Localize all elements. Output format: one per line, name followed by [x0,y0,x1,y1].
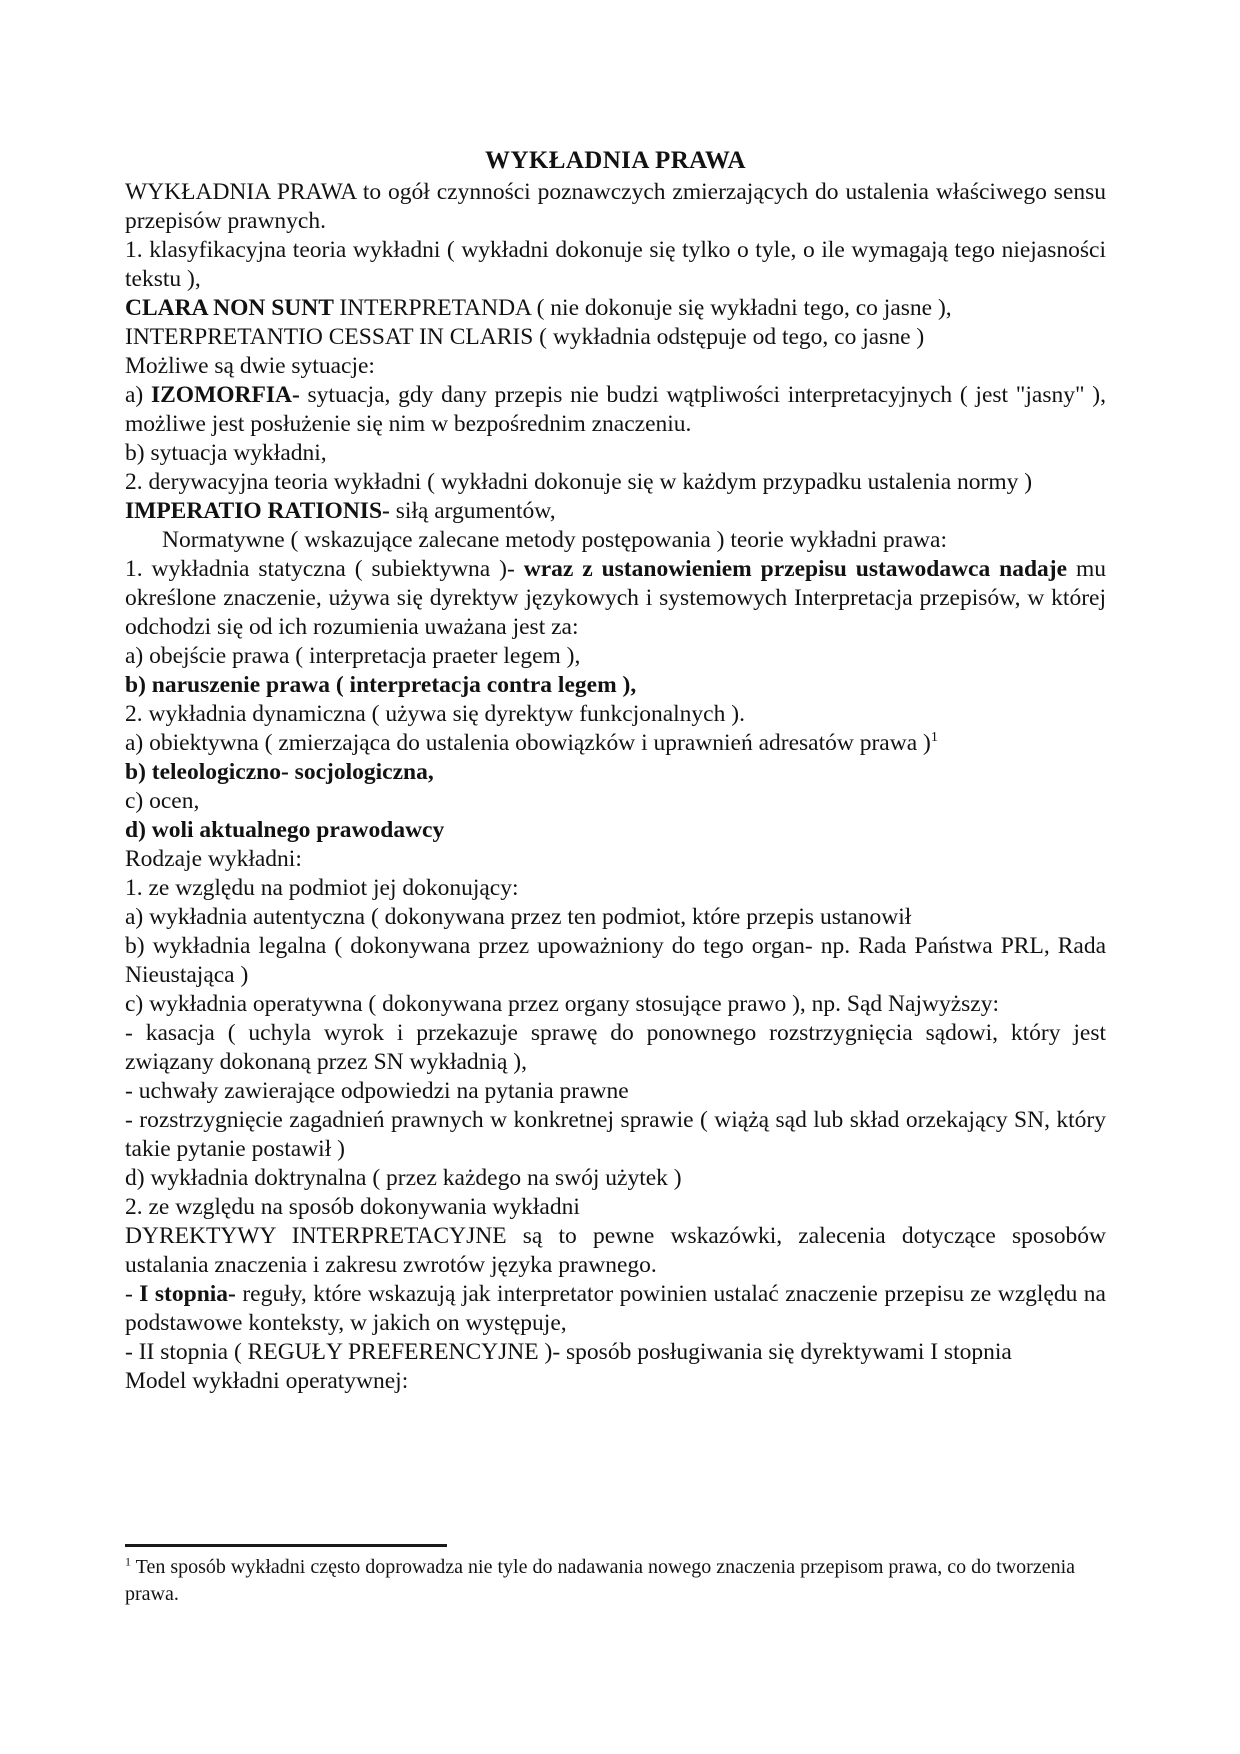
footnote-text: Ten sposób wykładni często doprowadza nie tyle do nadawania nowego znaczenia przepisom prawa, co do tworzenia prawa. [125,1556,1076,1605]
paragraph: 2. wykładnia dynamiczna ( używa się dyrektyw funkcjonalnych ). [125,701,745,727]
paragraph: c) wykładnia operatywna ( dokonywana przez organy stosujące prawo ), np. Sąd Najwyższy: [125,991,999,1017]
paragraph: 2. derywacyjna teoria wykładni ( wykładni dokonuje się w każdym przypadku ustalenia normy ) [125,469,1033,495]
paragraph: - II stopnia ( REGUŁY PREFERENCYJNE )- sposób posługiwania się dyrektywami I stopnia [125,1339,1012,1365]
paragraph: a) obiektywna ( zmierzająca do ustalenia obowiązków i uprawnień adresatów prawa )$^1$ [125,729,938,756]
document-content [125,146,1106,1396]
paragraph: 2. ze względu na sposób dokonywania wykładni [125,1194,580,1220]
paragraph: WYKŁADNIA PRAWA to ogół czynności poznawczych zmierzających do ustalenia właściwego sensu przepisów prawnych. [125,179,1106,234]
paragraph: - kasacja ( uchyla wyrok i przekazuje sprawę do ponownego rozstrzygnięcia sądowi, który jest związany dokonaną przez SN wykładnią ), [125,1020,1106,1075]
paragraph: DYREKTYWY INTERPRETACYJNE są to pewne wskazówki, zalecenia dotyczące sposobów ustalania znaczenia i zakresu zwrotów języka prawnego. [125,1223,1106,1278]
paragraph: b) wykładnia legalna ( dokonywana przez upoważniony do tego organ- np. Rada Państwa PRL, Rada Nieustająca ) [125,933,1106,988]
footnote [125,1554,1106,1608]
paragraph: - uchwały zawierające odpowiedzi na pytania prawne [125,1078,629,1104]
paragraph: Model wykładni operatywnej: [125,1368,409,1394]
paragraph: a) wykładnia autentyczna ( dokonywana przez ten podmiot, które przepis ustanowił [125,904,912,930]
paragraph: 1. klasyfikacyjna teoria wykładni ( wykładni dokonuje się tylko o tyle, o ile wymagają tego niejasności tekstu ), [125,237,1106,292]
paragraph: Rodzaje wykładni: [125,846,302,872]
document-body [125,178,1106,1396]
paragraph: d) wykładnia doktrynalna ( przez każdego na swój użytek ) [125,1165,682,1191]
paragraph: CLARA NON SUNT INTERPRETANDA ( nie dokonuje się wykładni tego, co jasne ), [125,295,952,321]
paragraph: - rozstrzygnięcie zagadnień prawnych w konkretnej sprawie ( wiążą sąd lub skład orzekający SN, który takie pytanie postawił ) [125,1107,1106,1162]
page-title: WYKŁADNIA PRAWA [485,147,746,174]
paragraph: 1. wykładnia statyczna ( subiektywna )- wraz z ustanowieniem przepisu ustawodawca nadaje mu określone znaczenie, używa się dyrektyw językowych i systemowych Interpretacja przepisów, w której odchodzi się od ich rozumienia uważana jest za: [125,556,1106,640]
paragraph: c) ocen, [125,788,200,814]
paragraph: IMPERATIO RATIONIS- siłą argumentów, [125,498,556,524]
paragraph: b) sytuacja wykładni, [125,440,327,466]
paragraph: b) teleologiczno- socjologiczna, [125,759,434,785]
paragraph: d) woli aktualnego prawodawcy [125,817,445,843]
footnote-area [125,1544,1106,1608]
paragraph: a) obejście prawa ( interpretacja praeter legem ), [125,643,581,669]
paragraph: Normatywne ( wskazujące zalecane metody postępowania ) teorie wykładni prawa: [162,527,947,553]
footnote-marker: 1 [125,1554,131,1569]
paragraph: b) naruszenie prawa ( interpretacja contra legem ), [125,672,637,698]
footnote-separator [125,1544,447,1547]
paragraph: INTERPRETANTIO CESSAT IN CLARIS ( wykładnia odstępuje od tego, co jasne ) [125,324,925,350]
paragraph: a) IZOMORFIA- sytuacja, gdy dany przepis nie budzi wątpliwości interpretacyjnych ( jest "jasny" ), możliwe jest posłużenie się nim w bezpośrednim znaczeniu. [125,382,1106,437]
paragraph: Możliwe są dwie sytuacje: [125,353,375,379]
paragraph: - I stopnia- reguły, które wskazują jak interpretator powinien ustalać znaczenie przepisu ze względu na podstawowe konteksty, w jakich on występuje, [125,1281,1106,1336]
paragraph: 1. ze względu na podmiot jej dokonujący: [125,875,519,901]
